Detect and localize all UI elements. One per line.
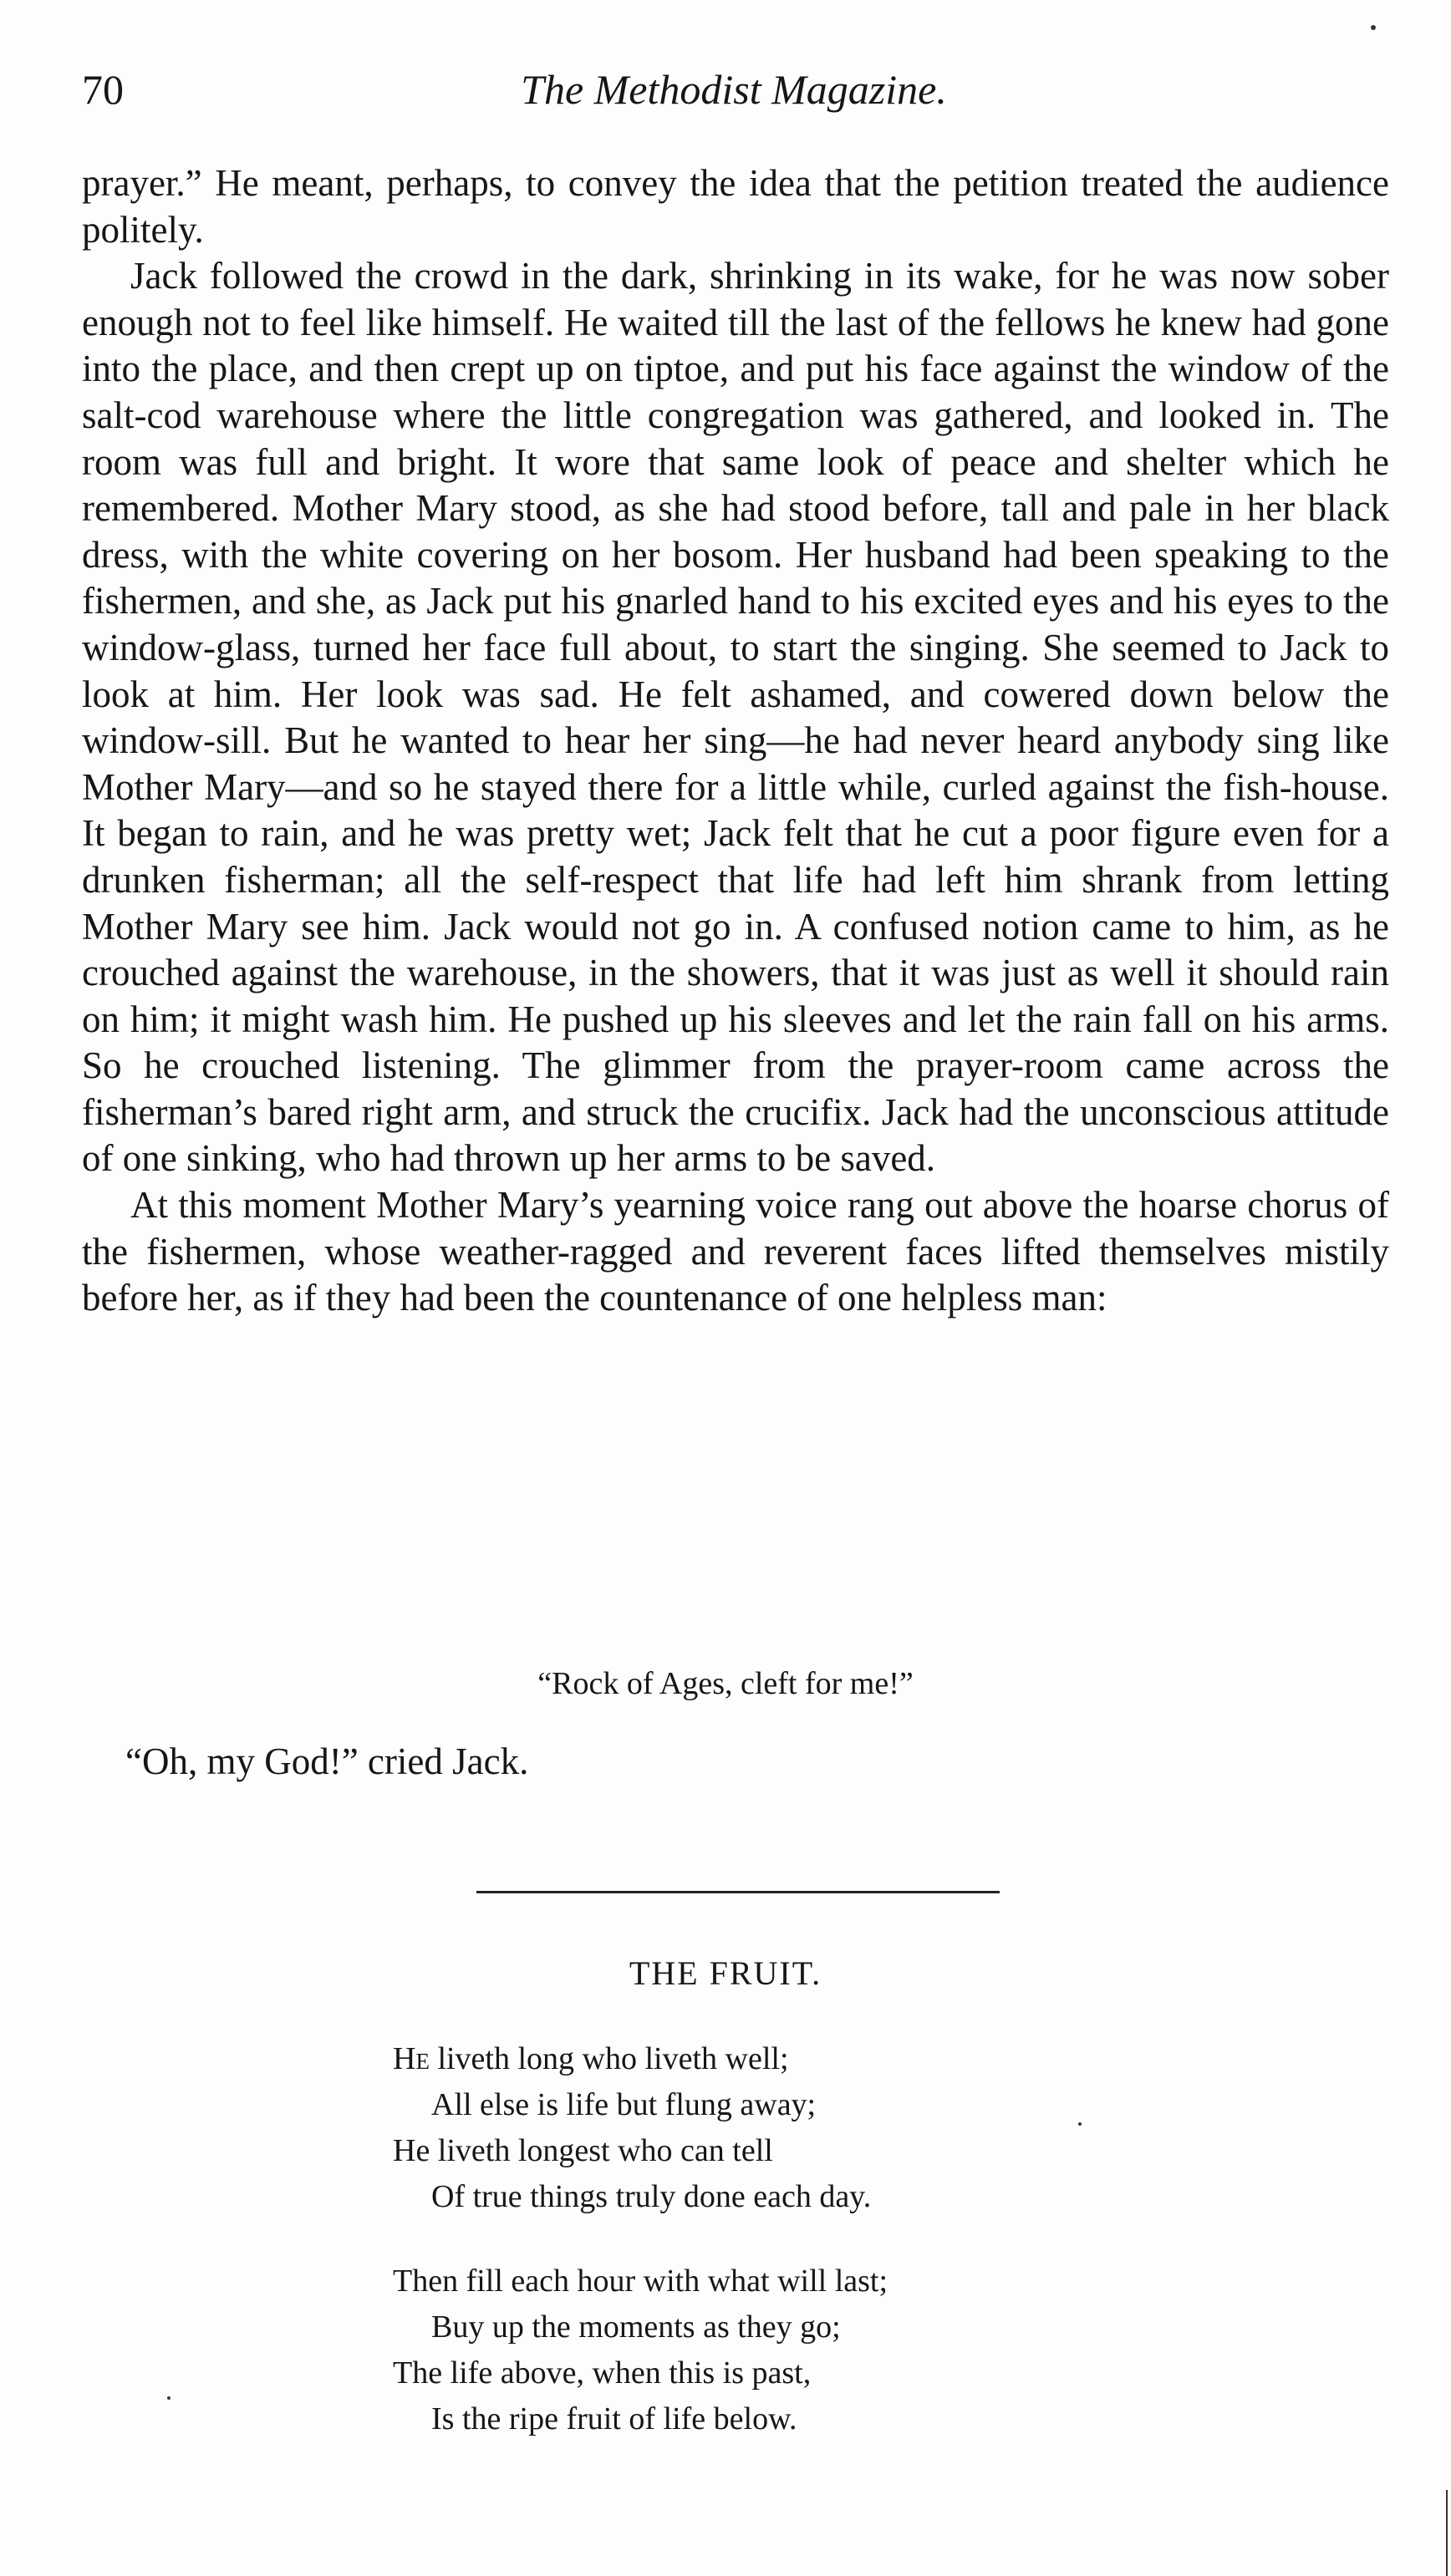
ink-speck xyxy=(167,2396,171,2400)
ink-speck xyxy=(1078,2122,1082,2126)
exclamation-line: “Oh, my God!” cried Jack. xyxy=(125,1740,529,1782)
paragraph: prayer.” He meant, perhaps, to convey the idea that the petition treated the audience politely. xyxy=(82,162,1389,251)
stanza-break xyxy=(393,2220,888,2258)
page-number: 70 xyxy=(82,66,124,113)
hymn-quote: “Rock of Ages, cleft for me!” xyxy=(537,1666,914,1701)
paragraph: Jack followed the crowd in the dark, shrinking in its wake, for he was now sober enough not to feel like himself. He waited till the last of the fellows he knew had gone into the place, and then crept up on tiptoe, and put his face against the window of the salt-cod warehouse where the little congregation was gathered, and looked in. The room was full and bright. It wore that same look of peace and shelter which he remembered. Mother Mary stood, as she had stood before, tall and pale in her black dress, with the white covering on her bosom. Her husband had been speaking to the fishermen, and she, as Jack put his gnarled hand to his excited eyes and his eyes to the window-glass, turned her face full about, to start the singing. She seemed to Jack to look at him. Her look was sad. He felt ashamed, and cowered down below the window-sill. But he wanted to hear her sing—he had never heard anybody sing like Mother Mary—and so he stayed there for a little while, curled against the fish-house. It began to rain, and he was pretty wet; Jack felt that he cut a poor figure even for a drunken fisherman; all the self-respect that life had left him shrank from letting Mother Mary see him. Jack would not go in. A confused notion came to him, as he crouched against the warehouse, in the showers, that it was just as well it should rain on him; it might wash him. He pushed up his sleeves and let the rain fall on his arms. So he crouched listening. The glimmer from the prayer-room came across the fisherman’s bared right arm, and struck the crucifix. Jack had the unconscious attitude of one sinking, who had thrown up her arms to be saved. xyxy=(82,255,1389,1180)
poem-line: The life above, when this is past, xyxy=(393,2355,812,2391)
section-divider xyxy=(476,1891,1000,1893)
running-title: The Methodist Magazine. xyxy=(521,66,947,113)
poem-line-text: liveth long who liveth well; xyxy=(429,2041,789,2076)
paragraph: At this moment Mother Mary’s yearning voice rang out above the hoarse chorus of the fishermen, whose weather-ragged and reverent faces lifted themselves mistily before her, as if they had been the countenance of one helpless man: xyxy=(82,1184,1389,1319)
poem xyxy=(393,2036,888,2442)
poem-line: All else is life but flung away; xyxy=(431,2087,817,2122)
page-header xyxy=(82,65,1386,132)
poem-line: Buy up the moments as they go; xyxy=(431,2309,841,2345)
ink-speck xyxy=(1371,25,1376,30)
poem-title: THE FRUIT. xyxy=(629,1954,822,1992)
poem-line: Of true things truly done each day. xyxy=(431,2179,872,2214)
poem-line: He liveth longest who can tell xyxy=(393,2133,773,2168)
poem-line xyxy=(393,2036,888,2082)
poem-line: Then fill each hour with what will last; xyxy=(393,2264,888,2299)
drop-initial: He xyxy=(393,2041,430,2076)
story-text xyxy=(82,160,1389,1322)
scan-edge-mark xyxy=(1446,2490,1448,2576)
poem-line: Is the ripe fruit of life below. xyxy=(431,2401,797,2436)
